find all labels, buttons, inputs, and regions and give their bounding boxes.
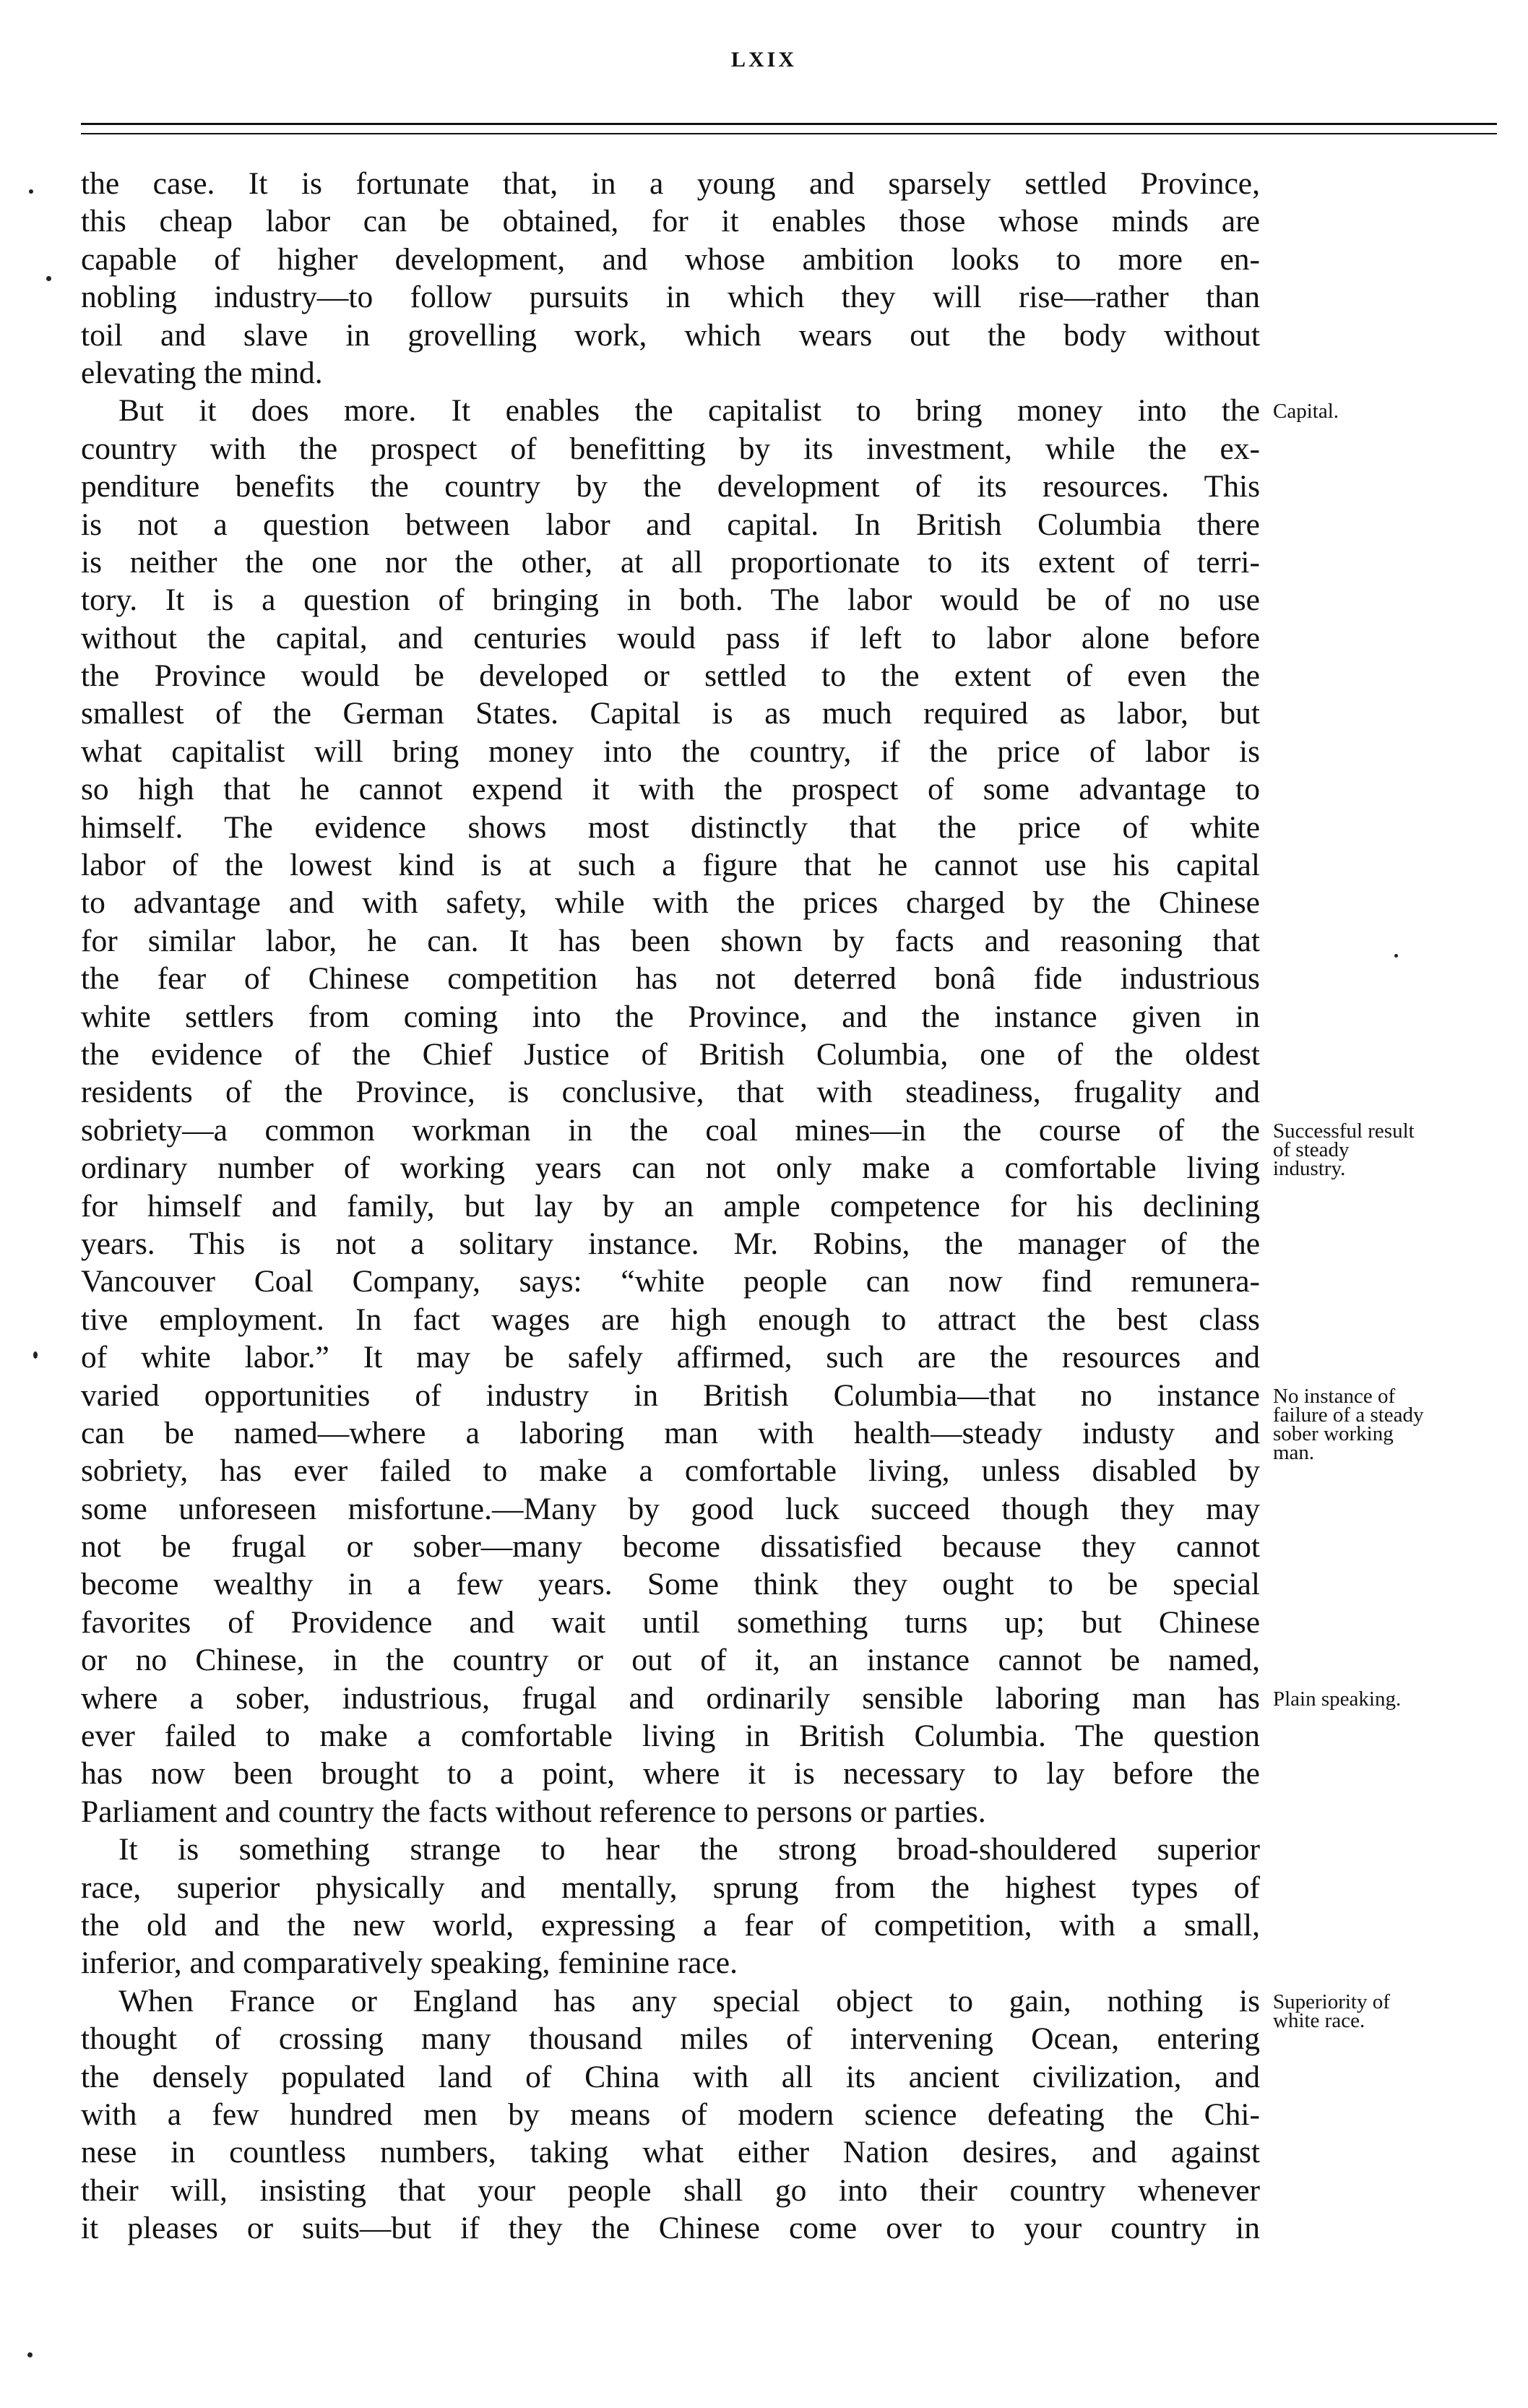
margin-note: [1273, 1990, 1511, 2033]
text-line: tory. It is a question of bringing in both. The labor would be of no use: [81, 582, 1260, 618]
body-text: [81, 165, 1260, 2247]
text-line: can be named—where a laboring man with health—steady industy and: [81, 1415, 1260, 1450]
text-line: labor of the lowest kind is at such a figure that he cannot use his capital: [81, 848, 1260, 883]
text-line: for himself and family, but lay by an ample competence for his declining: [81, 1188, 1260, 1224]
margin-note-line: sober working: [1273, 1422, 1394, 1445]
margin-note-line: Successful result: [1273, 1119, 1415, 1143]
text-line: their will, insisting that your people shall go into their country whenever: [81, 2172, 1260, 2208]
text-line: the Province would be developed or settled to the extent of even the: [81, 658, 1260, 694]
text-line: white settlers from coming into the Province, and the instance given in: [81, 999, 1260, 1034]
print-speck: [27, 2352, 33, 2357]
text-line: years. This is not a solitary instance. Mr. Robins, the manager of the: [81, 1226, 1260, 1261]
text-line: Vancouver Coal Company, says: “white people can now find remunera-: [81, 1264, 1260, 1299]
text-line: to advantage and with safety, while with the prices charged by the Chinese: [81, 885, 1260, 921]
text-line: thought of crossing many thousand miles of intervening Ocean, entering: [81, 2021, 1260, 2057]
text-line: is neither the one nor the other, at all proportionate to its extent of terri-: [81, 544, 1260, 580]
text-line: become wealthy in a few years. Some think they ought to be special: [81, 1567, 1260, 1602]
text-line: tive employment. In fact wages are high enough to attract the best class: [81, 1302, 1260, 1337]
text-line: not be frugal or sober—many become dissatisfied because they cannot: [81, 1529, 1260, 1565]
text-line: varied opportunities of industry in British Columbia—that no instance: [81, 1377, 1260, 1413]
text-line: has now been brought to a point, where it is necessary to lay before the: [81, 1756, 1260, 1792]
text-line: is not a question between labor and capital. In British Columbia there: [81, 507, 1260, 542]
text-line: sobriety, has ever failed to make a comfortable living, unless disabled by: [81, 1453, 1260, 1489]
text-line: or no Chinese, in the country or out of it, an instance cannot be named,: [81, 1643, 1260, 1678]
margin-note: [1273, 1384, 1511, 1464]
text-line: nese in countless numbers, taking what either Nation desires, and against: [81, 2135, 1260, 2170]
page-number: LXIX: [730, 48, 797, 72]
text-line: favorites of Providence and wait until something turns up; but Chinese: [81, 1604, 1260, 1640]
text-line: some unforeseen misfortune.—Many by good luck succeed though they may: [81, 1491, 1260, 1526]
text-line: When France or England has any special object to gain, nothing is: [118, 1983, 1260, 2018]
text-line: the fear of Chinese competition has not deterred bonâ fide industrious: [81, 961, 1260, 997]
text-line: with a few hundred men by means of modern science defeating the Chi-: [81, 2097, 1260, 2132]
text-line: of white labor.” It may be safely affirmed, such are the resources and: [81, 1340, 1260, 1375]
margin-note: [1273, 1119, 1511, 1180]
margin-note-line: failure of a steady: [1273, 1403, 1424, 1427]
text-line: it pleases or suits—but if they the Chinese come over to your country in: [81, 2211, 1260, 2246]
text-line: the evidence of the Chief Justice of British Columbia, one of the oldest: [81, 1036, 1260, 1072]
text-line: ever failed to make a comfortable living in British Columbia. The question: [81, 1719, 1260, 1754]
margin-note-line: man.: [1273, 1440, 1315, 1464]
margin-note: [1273, 1687, 1511, 1711]
header-rule-thin: [81, 133, 1497, 134]
text-line: so high that he cannot expend it with the prospect of some advantage to: [81, 772, 1260, 807]
text-line: the densely populated land of China with all its ancient civilization, and: [81, 2059, 1260, 2094]
text-line: ordinary number of working years can not only make a comfortable living: [81, 1151, 1260, 1186]
text-line: himself. The evidence shows most distinctly that the price of white: [81, 809, 1260, 845]
margin-note-line: Superiority of: [1273, 1990, 1390, 2014]
text-line: toil and slave in grovelling work, which wears out the body without: [81, 317, 1260, 353]
text-line: smallest of the German States. Capital is as much required as labor, but: [81, 696, 1260, 731]
text-line: nobling industry—to follow pursuits in which they will rise—rather than: [81, 280, 1260, 315]
text-line: for similar labor, he can. It has been shown by facts and reasoning that: [81, 923, 1260, 958]
text-line: penditure benefits the country by the development of its resources. This: [81, 469, 1260, 504]
margin-note-line: of steady: [1273, 1138, 1350, 1161]
text-line: race, superior physically and mentally, sprung from the highest types of: [81, 1870, 1260, 1905]
text-line: the case. It is fortunate that, in a young and sparsely settled Province,: [81, 166, 1260, 201]
margin-note-line: No instance of: [1273, 1384, 1396, 1408]
margin-note-line: Capital.: [1273, 400, 1339, 423]
text-line: this cheap labor can be obtained, for it enables those whose minds are: [81, 204, 1260, 239]
text-line: It is something strange to hear the strong broad-shouldered superior: [118, 1832, 1260, 1867]
margin-note: [1273, 402, 1511, 421]
print-speck: [33, 1351, 38, 1359]
margin-note-line: Plain speaking.: [1273, 1687, 1402, 1711]
print-speck: [1394, 954, 1398, 958]
print-speck: [29, 189, 33, 194]
header-rule-thick: [81, 123, 1497, 125]
text-line: without the capital, and centuries would pass if left to labor alone before: [81, 620, 1260, 655]
text-line: country with the prospect of benefitting by its investment, while the ex-: [81, 431, 1260, 466]
text-line: what capitalist will bring money into the country, if the price of labor is: [81, 734, 1260, 769]
text-line: capable of higher development, and whose ambition looks to more en-: [81, 241, 1260, 277]
margin-note-line: white race.: [1273, 2009, 1365, 2033]
text-line: where a sober, industrious, frugal and ordinarily sensible laboring man has: [81, 1680, 1260, 1716]
margin-note-line: industry.: [1273, 1157, 1346, 1180]
text-line: elevating the mind.: [81, 355, 323, 390]
text-line: Parliament and country the facts without reference to persons or parties.: [81, 1794, 986, 1829]
text-line: inferior, and comparatively speaking, feminine race.: [81, 1945, 738, 1981]
text-line: But it does more. It enables the capitalist to bring money into the: [118, 393, 1260, 429]
text-line: the old and the new world, expressing a fear of competition, with a small,: [81, 1907, 1260, 1943]
text-line: sobriety—a common workman in the coal mines—in the course of the: [81, 1112, 1260, 1148]
print-speck: [46, 276, 51, 281]
text-line: residents of the Province, is conclusive, that with steadiness, frugality and: [81, 1075, 1260, 1110]
